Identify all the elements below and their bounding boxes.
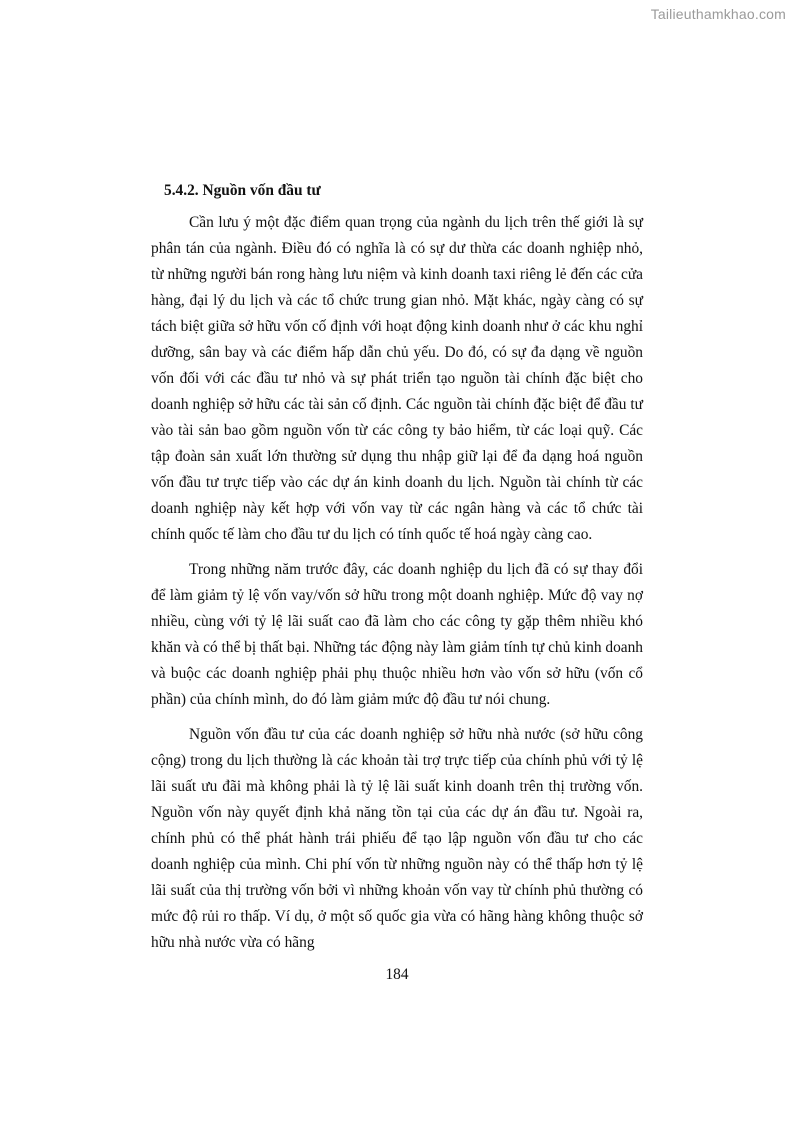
section-heading: 5.4.2. Nguồn vốn đầu tư xyxy=(164,182,321,199)
paragraph-2: Trong những năm trước đây, các doanh nghiệp du lịch đã có sự thay đổi để làm giảm tỷ lệ vốn vay/vốn sở hữu trong một doanh nghiệp. Mức độ vay nợ nhiều, cùng với tỷ lệ lãi suất cao đã làm cho các công ty gặp thêm nhiều khó khăn và có thể bị thất bại. Những tác động này làm giảm tính tự chủ kinh doanh và buộc các doanh nghiệp phải phụ thuộc nhiều hơn vào vốn sở hữu (vốn cổ phần) của chính mình, do đó làm giảm mức độ đầu tư nói chung. xyxy=(151,561,643,708)
page-number: 184 xyxy=(385,966,409,983)
watermark-text: Tailieuthamkhao.com xyxy=(650,6,786,22)
page-content xyxy=(151,178,643,965)
paragraph-1: Cần lưu ý một đặc điểm quan trọng của ngành du lịch trên thế giới là sự phân tán của ngành. Điều đó có nghĩa là có sự dư thừa các doanh nghiệp nhỏ, từ những người bán rong hàng lưu niệm và kinh doanh taxi riêng lẻ đến các cửa hàng, đại lý du lịch và các tổ chức trung gian nhỏ. Mặt khác, ngày càng có sự tách biệt giữa sở hữu vốn cố định với hoạt động kinh doanh như ở các khu nghỉ dưỡng, sân bay và các điểm hấp dẫn chủ yếu. Do đó, có sự đa dạng về nguồn vốn đối với các đầu tư nhỏ và sự phát triển tạo nguồn tài chính đặc biệt cho doanh nghiệp sở hữu các tài sản cố định. Các nguồn tài chính đặc biệt để đầu tư vào tài sản bao gồm nguồn vốn từ các công ty bảo hiểm, từ các loại quỹ. Các tập đoàn sản xuất lớn thường sử dụng thu nhập giữ lại để đa dạng hoá nguồn vốn đầu tư trực tiếp vào các dự án kinh doanh du lịch. Nguồn tài chính từ các doanh nghiệp này kết hợp với vốn vay từ các ngân hàng và các tổ chức tài chính quốc tế làm cho đầu tư du lịch có tính quốc tế hoá ngày càng cao. xyxy=(151,214,643,543)
paragraph-3: Nguồn vốn đầu tư của các doanh nghiệp sở hữu nhà nước (sở hữu công cộng) trong du lịch thường là các khoản tài trợ trực tiếp của chính phủ với tỷ lệ lãi suất ưu đãi mà không phải là tỷ lệ lãi suất kinh doanh trên thị trường vốn. Nguồn vốn này quyết định khả năng tồn tại của các dự án đầu tư. Ngoài ra, chính phủ có thể phát hành trái phiếu để tạo lập nguồn vốn đầu tư cho các doanh nghiệp của mình. Chi phí vốn từ những nguồn này có thể thấp hơn tỷ lệ lãi suất của thị trường vốn bởi vì những khoản vốn vay từ chính phủ thường có mức độ rủi ro thấp. Ví dụ, ở một số quốc gia vừa có hãng hàng không thuộc sở hữu nhà nước vừa có hãng xyxy=(151,726,643,951)
